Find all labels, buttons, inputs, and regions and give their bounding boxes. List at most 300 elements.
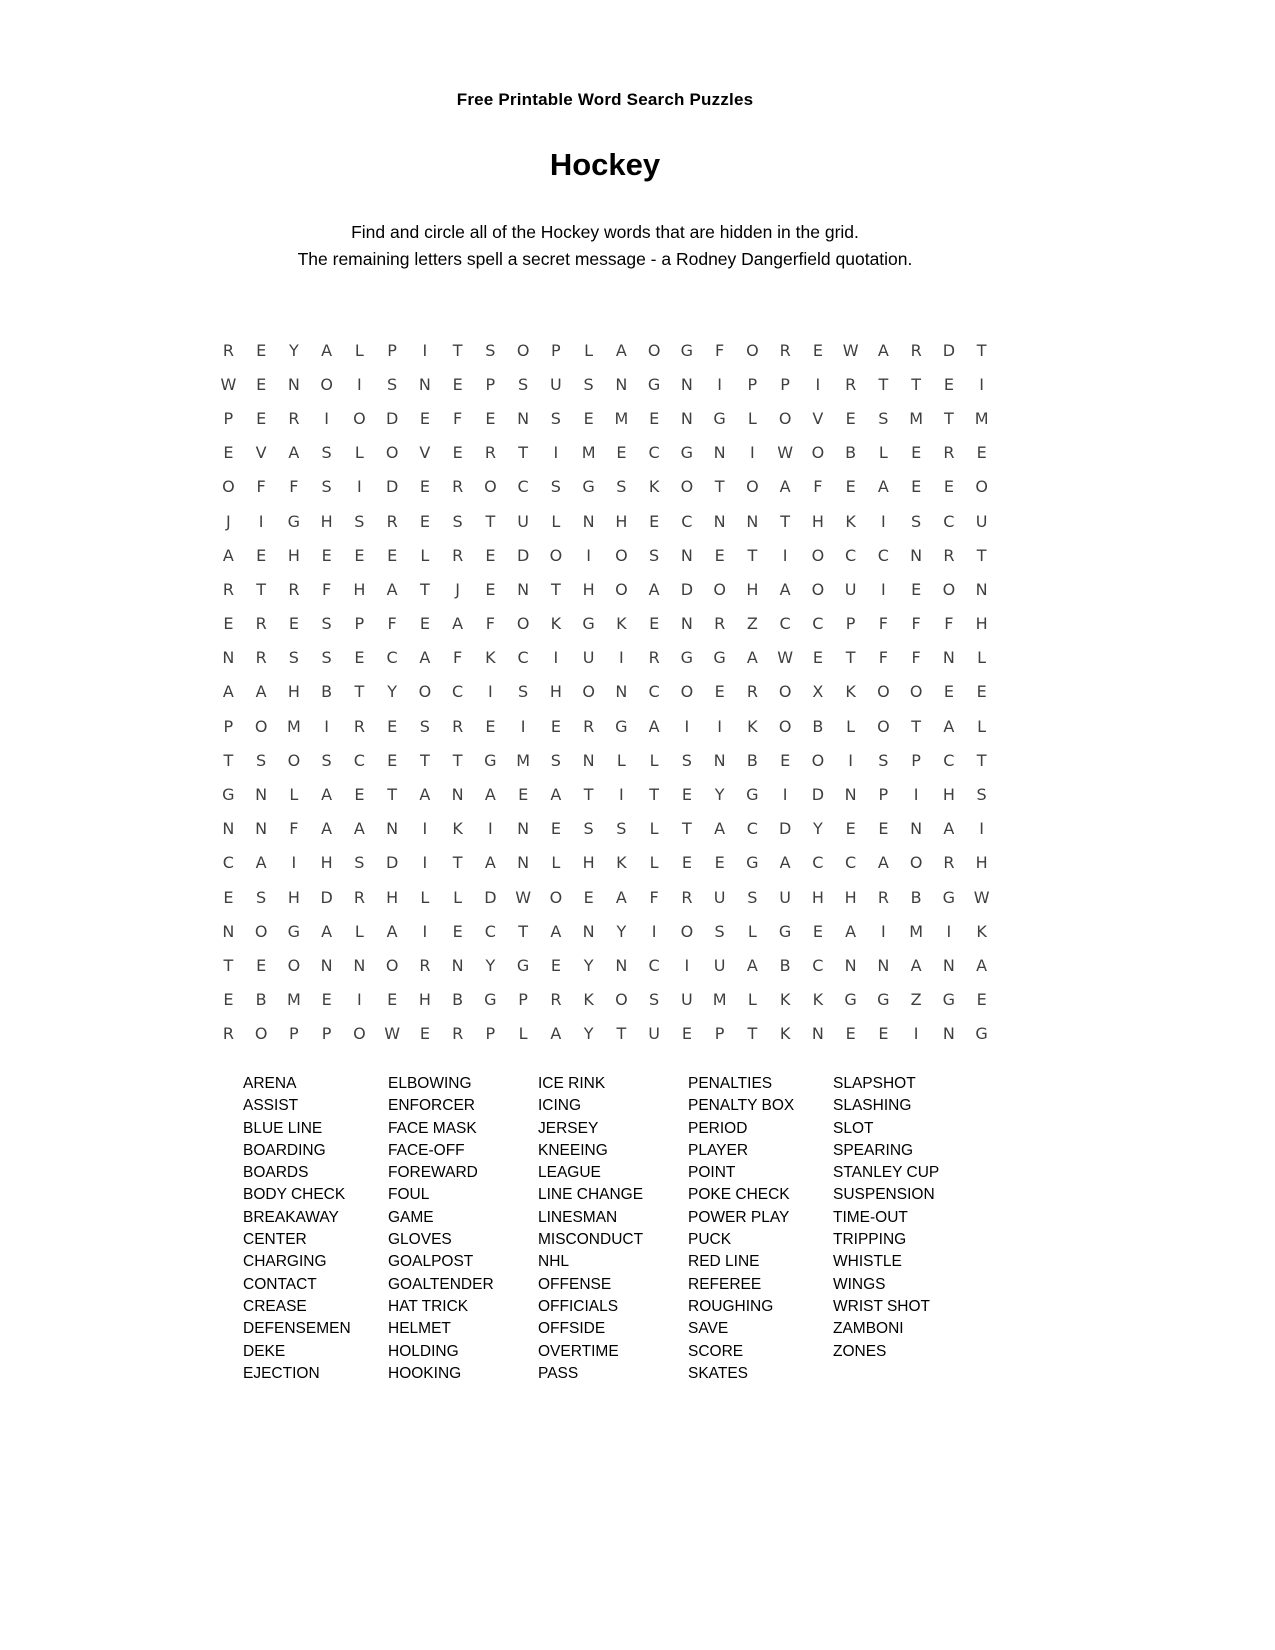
grid-row (212, 401, 998, 435)
grid-letter: A (550, 785, 562, 805)
grid-letter: A (452, 614, 464, 634)
grid-letter: G (844, 990, 857, 1010)
grid-letter: E (387, 750, 398, 770)
word-list-item: FACE MASK (388, 1119, 477, 1137)
grid-letter: L (649, 819, 659, 839)
grid-letter: N (418, 374, 431, 394)
grid-letter: C (812, 853, 824, 873)
grid-letter: E (321, 545, 332, 565)
grid-letter: C (517, 477, 529, 497)
grid-letter: P (485, 374, 496, 394)
word-list-item: PASS (538, 1364, 579, 1382)
grid-row (212, 572, 998, 606)
word-list-item: ASSIST (243, 1097, 299, 1115)
grid-row (212, 367, 998, 401)
grid-letter: U (779, 887, 791, 907)
grid-letter: D (942, 340, 956, 360)
grid-letter: O (418, 682, 432, 702)
grid-letter: N (910, 545, 923, 565)
word-list-item: BREAKAWAY (243, 1208, 339, 1226)
grid-row (212, 1017, 998, 1051)
grid-letter: G (778, 921, 792, 941)
grid-letter: T (976, 750, 987, 770)
word-list-item: HOLDING (388, 1342, 459, 1360)
grid-letter: S (321, 477, 332, 497)
grid-letter: F (322, 579, 332, 599)
grid-letter: G (680, 648, 694, 668)
word-list-item: PENALTY BOX (688, 1097, 795, 1115)
grid-letter: G (582, 477, 595, 497)
grid-letter: C (845, 545, 857, 565)
grid-letter: L (977, 648, 987, 668)
grid-letter: A (714, 819, 726, 839)
grid-letter: B (452, 990, 464, 1010)
word-list-item: KNEEING (538, 1141, 608, 1159)
grid-letter: U (975, 511, 988, 531)
grid-letter: N (582, 750, 595, 770)
grid-letter: C (681, 511, 693, 531)
grid-letter: E (780, 750, 791, 770)
grid-letter: A (321, 785, 333, 805)
grid-letter: N (222, 648, 235, 668)
word-list-column (388, 1073, 538, 1385)
grid-letter: E (681, 853, 692, 873)
grid-letter: U (517, 511, 529, 531)
grid-letter: D (385, 408, 399, 428)
grid-letter: S (550, 477, 561, 497)
puzzle-title: Hockey (549, 147, 661, 182)
word-list-item: REFEREE (688, 1275, 762, 1293)
grid-letter: L (354, 921, 364, 941)
grid-letter: M (712, 990, 727, 1010)
grid-letter: E (845, 1024, 856, 1044)
word-list-item: BODY CHECK (243, 1186, 346, 1204)
grid-letter: N (451, 955, 464, 975)
grid-letter: S (878, 408, 889, 428)
grid-letter: N (942, 648, 955, 668)
grid-letter: F (453, 408, 463, 428)
grid-letter: I (520, 716, 526, 736)
grid-letter: H (746, 579, 759, 599)
grid-letter: I (357, 374, 362, 394)
grid-letter: O (680, 477, 694, 497)
grid-letter: L (354, 340, 364, 360)
grid-letter: E (452, 374, 463, 394)
grid-letter: E (354, 648, 365, 668)
grid-letter: L (977, 716, 987, 736)
grid-letter: S (485, 340, 496, 360)
grid-letter: O (254, 716, 268, 736)
grid-letter: T (452, 340, 463, 360)
grid-letter: O (287, 750, 301, 770)
grid-letter: C (648, 443, 660, 463)
grid-letter: D (516, 545, 530, 565)
grid-letter: T (747, 1024, 758, 1044)
grid-row (212, 709, 998, 743)
grid-letter: E (223, 443, 234, 463)
word-list-item: GLOVES (388, 1231, 452, 1249)
grid-letter: C (222, 853, 234, 873)
grid-letter: E (419, 1024, 430, 1044)
grid-letter: T (649, 785, 660, 805)
grid-letter: I (619, 785, 624, 805)
grid-letter: C (812, 614, 824, 634)
grid-letter: S (419, 716, 430, 736)
grid-letter: Z (910, 990, 922, 1010)
grid-letter: E (419, 511, 430, 531)
grid-letter: L (649, 853, 659, 873)
grid-letter: R (943, 443, 955, 463)
grid-letter: C (746, 819, 758, 839)
grid-letter: F (715, 340, 725, 360)
word-list-item: NHL (538, 1253, 570, 1271)
grid-letter: K (779, 990, 791, 1010)
grid-letter: K (845, 511, 856, 531)
grid-letter: I (946, 921, 952, 941)
grid-letter: E (649, 614, 660, 634)
grid-letter: O (353, 1024, 366, 1044)
grid-letter: C (517, 648, 529, 668)
grid-row (212, 948, 998, 982)
grid-letter: R (681, 887, 693, 907)
word-list-item: POINT (688, 1164, 736, 1182)
grid-letter: K (779, 1024, 791, 1044)
grid-letter: T (223, 955, 234, 975)
grid-letter: A (550, 1024, 562, 1044)
grid-letter: Y (583, 1024, 594, 1044)
grid-letter: P (714, 1024, 725, 1044)
grid-letter: O (713, 579, 726, 599)
grid-letter: N (386, 819, 399, 839)
grid-letter: C (353, 750, 365, 770)
instructions-line-1: Find and circle all of the Hockey words that are hidden in the grid. (351, 222, 859, 242)
grid-letter: H (582, 853, 595, 873)
word-list-item: PERIOD (688, 1119, 748, 1137)
grid-letter: I (913, 1024, 919, 1044)
instructions-line-2: The remaining letters spell a secret message - a Rodney Dangerfield quotation. (297, 249, 913, 269)
grid-letter: B (321, 682, 333, 702)
grid-letter: E (649, 408, 660, 428)
grid-letter: H (320, 511, 333, 531)
grid-letter: S (747, 887, 758, 907)
grid-letter: E (714, 545, 725, 565)
grid-letter: E (812, 340, 823, 360)
grid-letter: C (648, 955, 660, 975)
grid-letter: A (648, 716, 660, 736)
word-list-item: ELBOWING (388, 1074, 472, 1092)
word-list-item: GAME (388, 1208, 434, 1226)
grid-letter: E (812, 921, 823, 941)
grid-letter: S (550, 408, 561, 428)
grid-letter: N (582, 921, 595, 941)
grid-letter: A (746, 955, 758, 975)
grid-letter: F (878, 614, 888, 634)
grid-letter: O (615, 545, 628, 565)
word-list-item: PENALTIES (688, 1074, 773, 1092)
grid-letter: G (877, 990, 890, 1010)
grid-letter: R (550, 990, 562, 1010)
grid-letter: S (911, 511, 922, 531)
word-list-item: PLAYER (688, 1141, 749, 1159)
word-list-item: MISCONDUCT (538, 1231, 644, 1249)
grid-letter: E (452, 921, 463, 941)
grid-letter: E (223, 614, 234, 634)
grid-letter: E (485, 579, 496, 599)
grid-letter: N (680, 374, 693, 394)
grid-letter: E (419, 408, 430, 428)
grid-letter: L (584, 340, 594, 360)
grid-letter: H (287, 545, 300, 565)
grid-letter: P (289, 1024, 299, 1044)
grid-letter: A (648, 579, 660, 599)
grid-row (212, 846, 998, 880)
grid-letter: I (357, 477, 362, 497)
grid-letter: O (320, 374, 333, 394)
grid-letter: I (651, 921, 657, 941)
grid-letter: I (979, 819, 984, 839)
grid-letter: C (648, 682, 660, 702)
grid-letter: A (386, 579, 398, 599)
word-list-item: POWER PLAY (688, 1208, 790, 1226)
grid-letter: T (747, 545, 758, 565)
word-list-item: LINE CHANGE (538, 1186, 644, 1204)
grid-letter: L (747, 990, 757, 1010)
grid-letter: A (877, 340, 889, 360)
grid-letter: R (845, 374, 857, 394)
grid-letter: R (714, 614, 726, 634)
grid-letter: Z (746, 614, 758, 634)
grid-letter: T (256, 579, 267, 599)
grid-letter: I (717, 716, 722, 736)
grid-letter: L (747, 408, 757, 428)
grid-letter: A (845, 921, 857, 941)
grid-row (212, 504, 998, 538)
word-list-item: DEFENSEMEN (243, 1320, 351, 1338)
grid-letter: O (385, 443, 399, 463)
grid-letter: Y (583, 955, 594, 975)
grid-letter: D (320, 887, 333, 907)
grid-letter: K (812, 990, 824, 1010)
grid-letter: O (484, 477, 497, 497)
grid-letter: B (779, 955, 791, 975)
grid-letter: W (842, 340, 859, 360)
word-list-item: PUCK (688, 1231, 732, 1249)
word-list-item: HELMET (388, 1320, 451, 1338)
grid-letter: G (680, 340, 694, 360)
grid-letter: I (422, 340, 428, 360)
grid-letter: N (910, 819, 923, 839)
grid-letter: W (973, 887, 990, 907)
grid-letter: R (452, 716, 464, 736)
grid-letter: G (746, 853, 759, 873)
word-list-item: CENTER (243, 1231, 307, 1249)
grid-letter: P (321, 1024, 332, 1044)
grid-letter: I (881, 579, 886, 599)
grid-letter: S (321, 443, 332, 463)
grid-letter: A (386, 921, 398, 941)
grid-letter: P (223, 408, 234, 428)
grid-letter: S (583, 819, 594, 839)
grid-letter: M (286, 716, 301, 736)
grid-letter: O (287, 955, 301, 975)
word-list-column (833, 1073, 967, 1385)
grid-letter: L (354, 443, 364, 463)
grid-letter: E (911, 579, 922, 599)
grid-letter: O (254, 1024, 268, 1044)
grid-letter: G (713, 408, 726, 428)
word-list-item: CHARGING (243, 1253, 327, 1271)
grid-letter: E (943, 374, 954, 394)
grid-letter: N (255, 785, 268, 805)
grid-letter: C (812, 955, 824, 975)
grid-letter: M (581, 443, 596, 463)
grid-letter: H (844, 887, 857, 907)
grid-letter: R (452, 477, 464, 497)
grid-letter: E (550, 955, 561, 975)
word-list-column (538, 1073, 688, 1385)
grid-letter: F (649, 887, 659, 907)
grid-letter: T (714, 477, 725, 497)
grid-letter: L (747, 921, 757, 941)
grid-letter: E (256, 408, 267, 428)
grid-letter: I (553, 443, 559, 463)
grid-letter: E (681, 785, 692, 805)
grid-letter: X (812, 682, 824, 702)
grid-row (212, 641, 998, 675)
grid-letter: T (518, 921, 529, 941)
grid-letter: U (713, 955, 726, 975)
grid-letter: N (517, 408, 530, 428)
grid-row (212, 983, 998, 1017)
grid-row (212, 914, 998, 948)
grid-letter: T (419, 750, 430, 770)
grid-letter: O (680, 921, 694, 941)
grid-letter: L (846, 716, 856, 736)
grid-letter: O (746, 340, 759, 360)
grid-letter: I (488, 819, 493, 839)
grid-letter: S (714, 921, 725, 941)
grid-letter: E (976, 443, 987, 463)
grid-letter: N (517, 579, 530, 599)
grid-letter: S (550, 750, 561, 770)
word-list-item: FACE-OFF (388, 1141, 465, 1159)
grid-letter: N (517, 819, 530, 839)
grid-letter: T (878, 374, 889, 394)
grid-letter: S (256, 887, 267, 907)
grid-letter: I (782, 545, 788, 565)
grid-letter: F (453, 648, 463, 668)
word-list-item: OFFENSE (538, 1275, 612, 1293)
grid-letter: O (582, 682, 595, 702)
letter-grid (212, 333, 998, 1051)
grid-letter: E (256, 340, 267, 360)
grid-letter: L (518, 1024, 528, 1044)
grid-letter: D (385, 477, 399, 497)
grid-letter: T (583, 785, 594, 805)
grid-letter: T (911, 716, 922, 736)
grid-letter: I (488, 682, 493, 702)
word-list-item: GOALPOST (388, 1253, 474, 1271)
site-title: Free Printable Word Search Puzzles (456, 90, 754, 109)
word-list-item: SAVE (688, 1320, 729, 1338)
grid-letter: G (222, 785, 235, 805)
grid-letter: N (287, 374, 300, 394)
grid-letter: I (782, 785, 788, 805)
grid-letter: I (684, 716, 690, 736)
grid-letter: C (877, 545, 889, 565)
word-list-item: BOARDS (243, 1164, 309, 1182)
grid-letter: E (845, 477, 856, 497)
grid-letter: T (550, 579, 561, 599)
grid-letter: O (811, 545, 825, 565)
grid-letter: I (291, 853, 297, 873)
grid-letter: N (942, 955, 955, 975)
grid-letter: W (777, 443, 794, 463)
grid-letter: N (713, 443, 726, 463)
grid-letter: E (223, 887, 234, 907)
grid-letter: W (384, 1024, 401, 1044)
grid-letter: E (681, 1024, 692, 1044)
grid-letter: K (583, 990, 594, 1010)
grid-row (212, 675, 998, 709)
grid-letter: R (484, 443, 496, 463)
grid-letter: E (943, 682, 954, 702)
grid-letter: E (845, 408, 856, 428)
grid-letter: M (516, 750, 531, 770)
grid-letter: L (289, 785, 299, 805)
grid-letter: I (881, 921, 886, 941)
grid-letter: E (452, 443, 463, 463)
grid-letter: A (222, 545, 234, 565)
grid-letter: N (451, 785, 464, 805)
word-list-item: EJECTION (243, 1364, 320, 1382)
grid-letter: P (747, 374, 758, 394)
grid-letter: E (878, 819, 889, 839)
grid-letter: M (909, 921, 924, 941)
grid-letter: N (222, 921, 235, 941)
grid-letter: I (684, 955, 690, 975)
grid-letter: V (812, 408, 824, 428)
grid-letter: E (354, 545, 365, 565)
grid-letter: R (222, 1024, 234, 1044)
grid-letter: I (881, 511, 886, 531)
grid-letter: K (485, 648, 496, 668)
grid-letter: C (386, 648, 398, 668)
grid-letter: K (616, 614, 627, 634)
grid-letter: A (550, 921, 562, 941)
grid-letter: O (811, 443, 825, 463)
grid-letter: O (778, 716, 792, 736)
grid-letter: R (288, 408, 300, 428)
grid-letter: F (813, 477, 823, 497)
grid-row (212, 538, 998, 572)
grid-letter: T (223, 750, 234, 770)
grid-letter: E (419, 614, 430, 634)
grid-letter: G (942, 887, 956, 907)
word-list-item: ENFORCER (388, 1097, 475, 1115)
grid-letter: O (909, 853, 923, 873)
grid-letter: B (255, 990, 267, 1010)
grid-letter: T (387, 785, 398, 805)
grid-letter: C (484, 921, 496, 941)
grid-letter: Y (485, 955, 496, 975)
grid-letter: S (649, 990, 660, 1010)
grid-letter: A (976, 955, 988, 975)
grid-letter: R (746, 682, 758, 702)
grid-letter: G (615, 716, 628, 736)
word-list-item: ZONES (833, 1342, 887, 1360)
word-list-item: SPEARING (833, 1141, 914, 1159)
